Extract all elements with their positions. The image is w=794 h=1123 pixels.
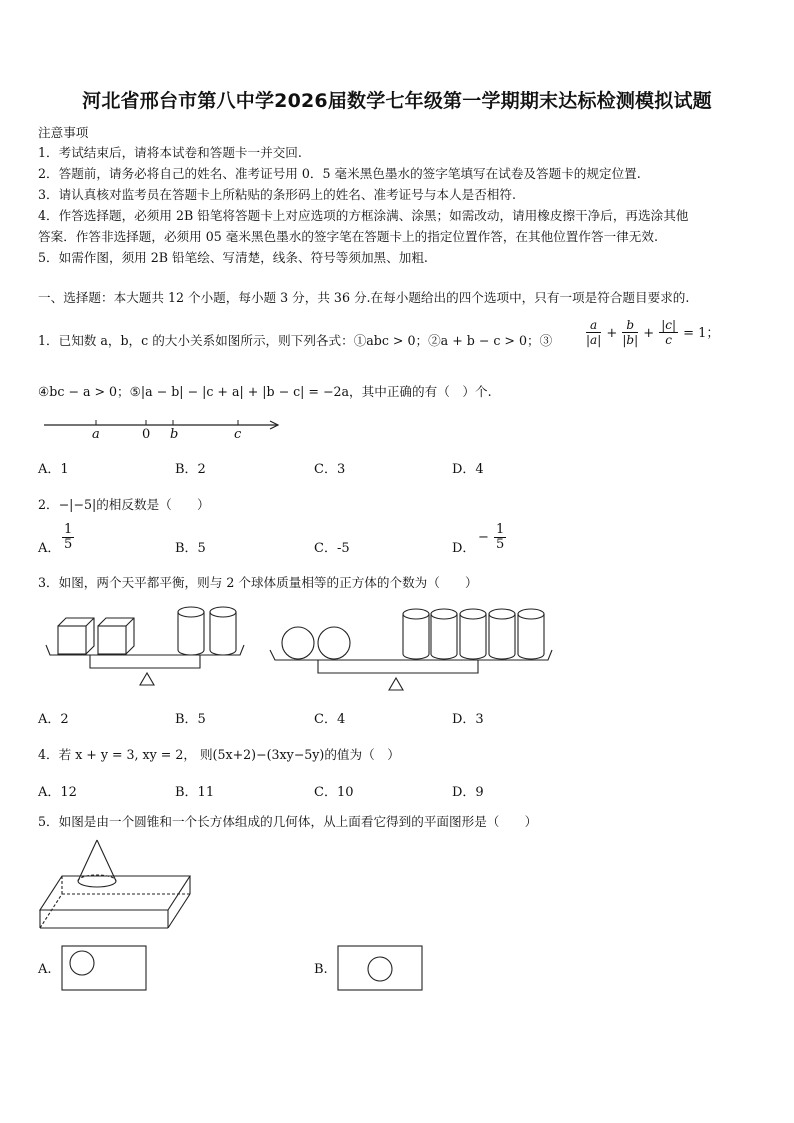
page-title: 河北省邢台市第八中学2026届数学七年级第一学期期末达标检测模拟试题 (82, 90, 712, 112)
q5-option-a: A. (38, 962, 52, 977)
numberline-label-0: 0 (142, 427, 151, 442)
q5-option-b-figure (338, 946, 422, 990)
q1-option-b: B．2 (175, 462, 206, 477)
section-heading: 一、选择题：本大题共 12 个小题，每小题 3 分，共 36 分.在每小题给出的四个选项中，只有一项是符合题目要求的. (38, 290, 690, 305)
q1-option-a: A．1 (38, 462, 69, 477)
numberline-label-c: c (234, 427, 242, 442)
q5-option-a-figure (62, 946, 146, 990)
q5-stem: 5．如图是由一个圆锥和一个长方体组成的几何体，从上面看它得到的平面图形是（ ） (38, 814, 538, 829)
q4-option-c: C．10 (314, 785, 354, 800)
q5-option-b: B. (314, 962, 328, 977)
q3-option-a: A．2 (38, 712, 69, 727)
q3-option-d: D．3 (452, 712, 484, 727)
q2-option-a-fraction: $\frac{1}{5}$ (64, 522, 73, 552)
numberline-label-a: a (92, 427, 100, 442)
notice-item: 答案．作答非选择题，必须用 05 毫米黑色墨水的签字笔在答题卡上的指定位置作答，在其他位置作答一律无效. (38, 229, 658, 244)
q1-expression-3: $\frac{a}{|a|}$ + $\frac{b}{|b|}$ + $\frac{|c|}{c}$ = 1； (586, 318, 720, 347)
notice-heading: 注意事项 (38, 125, 89, 140)
q4-option-d: D．9 (452, 785, 484, 800)
q2-option-d-fraction: − $\frac{1}{5}$ (478, 522, 505, 552)
q1-option-c: C．3 (314, 462, 346, 477)
q3-option-c: C．4 (314, 712, 346, 727)
numberline-label-b: b (170, 427, 179, 442)
q1-line2: ④bc − a > 0；⑤|a − b| − |c + a| + |b − c| = −2a，其中正确的有（ ）个. (38, 384, 492, 399)
q4-stem: 4．若 x + y = 3, xy = 2， 则(5x+2)−(3xy−5y)的值为（ ） (38, 747, 400, 762)
notice-item: 3．请认真核对监考员在答题卡上所粘贴的条形码上的姓名、准考证号与本人是否相符. (38, 187, 516, 202)
q4-option-a: A．12 (38, 785, 77, 800)
q2-option-b: B．5 (175, 541, 206, 556)
q1-stem: 1．已知数 a，b，c 的大小关系如图所示，则下列各式：①abc > 0；②a + b − c > 0；③ (38, 333, 553, 348)
q3-option-b: B．5 (175, 712, 206, 727)
q2-option-d: D． (452, 541, 476, 556)
notice-item: 4．作答选择题，必须用 2B 铅笔将答题卡上对应选项的方框涂满、涂黑；如需改动，请用橡皮擦干净后，再选涂其他 (38, 208, 689, 223)
q3-stem: 3．如图，两个天平都平衡，则与 2 个球体质量相等的正方体的个数为（ ） (38, 575, 478, 590)
q2-stem: 2．−|−5|的相反数是（ ） (38, 497, 210, 512)
q1-option-d: D．4 (452, 462, 484, 477)
notice-item: 5．如需作图，须用 2B 铅笔绘、写清楚，线条、符号等须加黑、加粗. (38, 250, 428, 265)
notice-item: 2．答题前，请务必将自己的姓名、准考证号用 0．5 毫米黑色墨水的签字笔填写在试卷及答题卡的规定位置. (38, 166, 641, 181)
q4-option-b: B．11 (175, 785, 215, 800)
q2-option-a: A． (38, 541, 61, 556)
q2-option-c: C．-5 (314, 541, 350, 556)
notice-item: 1．考试结束后，请将本试卷和答题卡一并交回. (38, 145, 302, 160)
